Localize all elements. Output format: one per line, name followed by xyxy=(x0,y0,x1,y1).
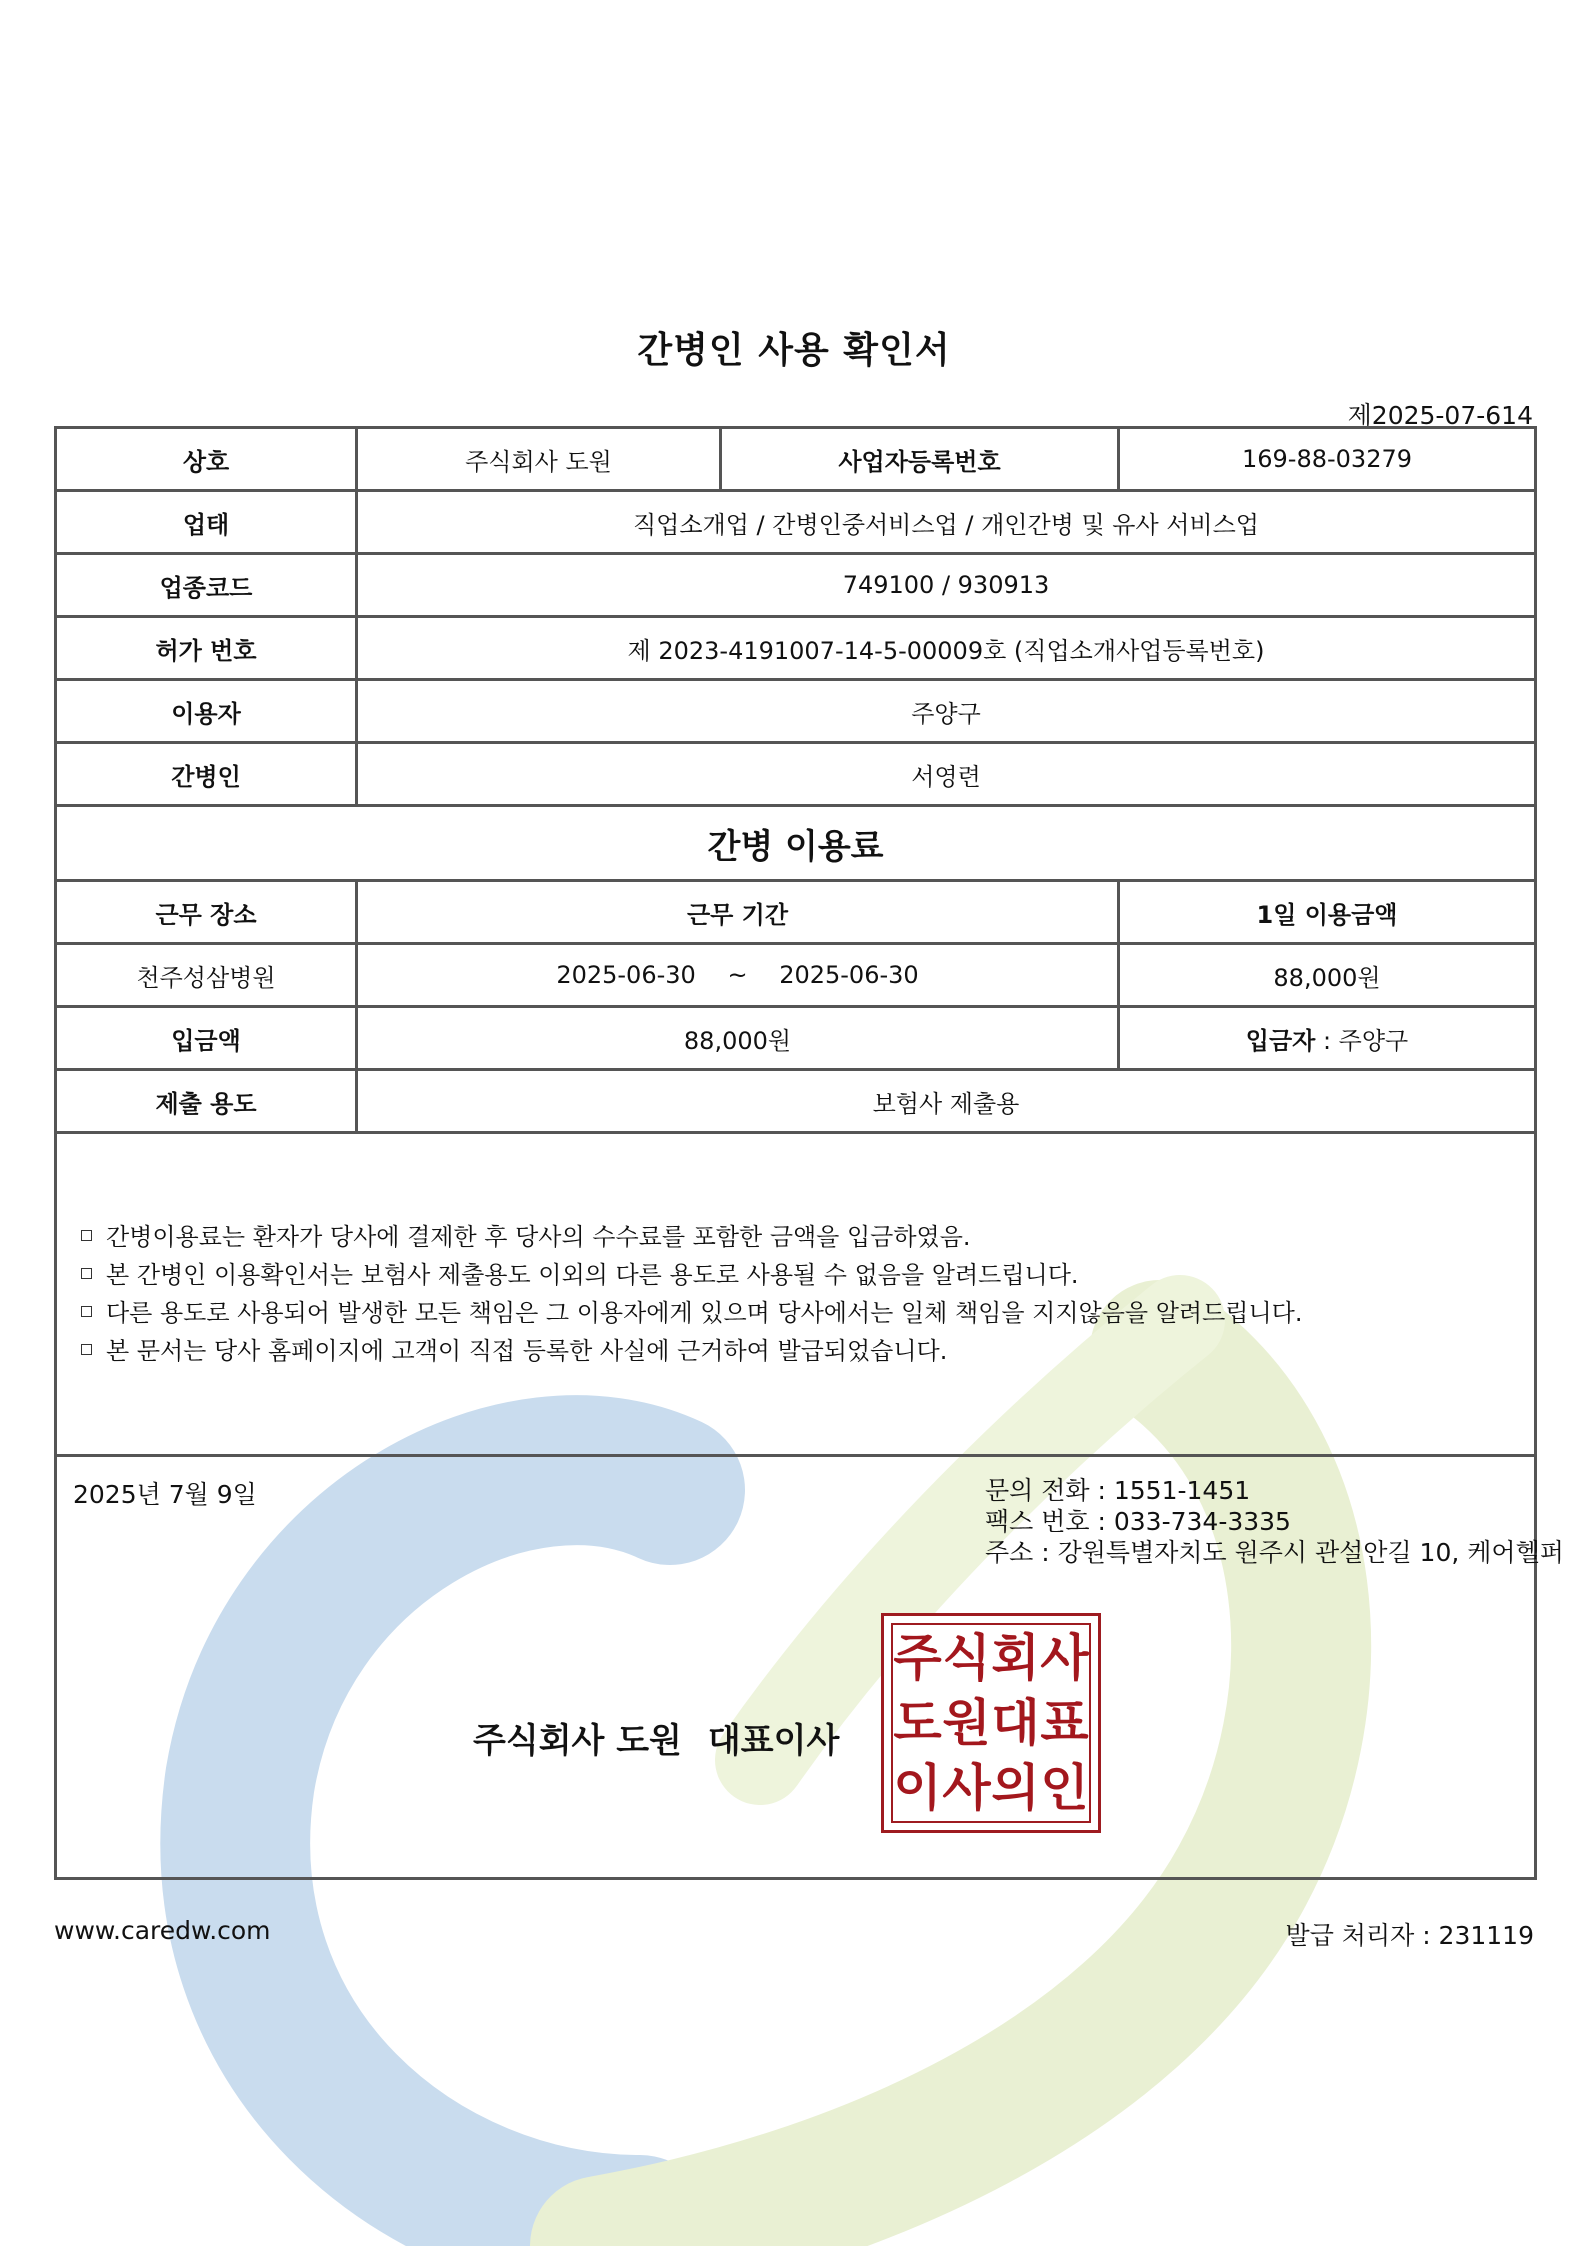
row-fee-values xyxy=(56,944,1536,1007)
signer-line xyxy=(473,1713,839,1762)
daily-amount-value: 88,000원 xyxy=(1119,944,1536,1007)
caregiver-value: 서영련 xyxy=(357,743,1536,806)
work-period-header: 근무 기간 xyxy=(357,881,1119,944)
seal-char: 대 xyxy=(991,1692,1040,1752)
note-text: 본 간병인 이용확인서는 보험사 제출용도 이외의 다른 용도로 사용될 수 없음을 알려드립니다. xyxy=(106,1261,1079,1289)
seal-char: 원 xyxy=(942,1692,991,1752)
row-company xyxy=(56,428,1536,491)
signer-company: 주식회사 도원 xyxy=(473,1721,682,1761)
user-label: 이용자 xyxy=(56,680,357,743)
phone-number: 문의 전화 : 1551-1451 xyxy=(985,1476,1251,1505)
purpose-value: 보험사 제출용 xyxy=(357,1070,1536,1133)
caregiver-label: 간병인 xyxy=(56,743,357,806)
square-bullet-icon xyxy=(81,1230,92,1241)
square-bullet-icon xyxy=(81,1306,92,1317)
note-text: 간병이용료는 환자가 당사에 결제한 후 당사의 수수료를 포함한 금액을 입금하였음. xyxy=(106,1223,971,1251)
period-start: 2025-06-30 xyxy=(556,961,696,989)
row-deposit xyxy=(56,1007,1536,1070)
company-label: 상호 xyxy=(56,428,357,491)
daily-amount-header: 1일 이용금액 xyxy=(1119,881,1536,944)
notes-cell xyxy=(56,1133,1536,1456)
row-notes xyxy=(56,1133,1536,1456)
row-caregiver xyxy=(56,743,1536,806)
depositor-label: 입금자 xyxy=(1245,1026,1316,1055)
industry-label: 업태 xyxy=(56,491,357,554)
seal-char: 식 xyxy=(942,1627,991,1687)
note-item xyxy=(81,1218,1534,1256)
company-seal xyxy=(881,1613,1101,1833)
square-bullet-icon xyxy=(81,1344,92,1355)
certificate-table xyxy=(54,426,1564,1880)
industry-code-label: 업종코드 xyxy=(56,554,357,617)
user-value: 주양구 xyxy=(357,680,1536,743)
work-location-value: 천주성삼병원 xyxy=(56,944,357,1007)
row-industry xyxy=(56,491,1536,554)
row-footer xyxy=(56,1456,1536,1879)
seal-char: 도 xyxy=(893,1692,942,1752)
seal-grid xyxy=(891,1623,1091,1823)
seal-char: 사 xyxy=(1040,1627,1089,1687)
seal-char: 표 xyxy=(1040,1692,1089,1752)
issuer-id: 발급 처리자 : 231119 xyxy=(1285,1921,1534,1950)
registration-value: 169-88-03279 xyxy=(1119,428,1536,491)
seal-char: 이 xyxy=(893,1758,942,1818)
fax-number: 팩스 번호 : 033-734-3335 xyxy=(985,1507,1291,1536)
depositor-value: 주양구 xyxy=(1338,1026,1409,1055)
license-value: 제 2023-4191007-14-5-00009호 (직업소개사업등록번호) xyxy=(357,617,1536,680)
row-user xyxy=(56,680,1536,743)
row-fee-headers xyxy=(56,881,1536,944)
period-end: 2025-06-30 xyxy=(779,961,919,989)
issue-date: 2025년 7월 9일 xyxy=(73,1480,257,1509)
seal-char: 주 xyxy=(893,1627,942,1687)
purpose-label: 제출 용도 xyxy=(56,1070,357,1133)
company-value: 주식회사 도원 xyxy=(357,428,721,491)
work-location-header: 근무 장소 xyxy=(56,881,357,944)
row-industry-code xyxy=(56,554,1536,617)
row-license xyxy=(56,617,1536,680)
note-item xyxy=(81,1332,1534,1370)
deposit-value: 88,000원 xyxy=(357,1007,1119,1070)
company-address: 주소 : 강원특별자치도 원주시 관설안길 10, 케어헬퍼 xyxy=(985,1538,1564,1567)
seal-char: 의 xyxy=(991,1758,1040,1818)
row-purpose xyxy=(56,1070,1536,1133)
deposit-label: 입금액 xyxy=(56,1007,357,1070)
industry-code-value: 749100 / 930913 xyxy=(357,554,1536,617)
fee-section-title: 간병 이용료 xyxy=(56,806,1536,881)
period-separator: ~ xyxy=(727,961,748,989)
license-label: 허가 번호 xyxy=(56,617,357,680)
seal-char: 사 xyxy=(942,1758,991,1818)
seal-char: 인 xyxy=(1040,1758,1089,1818)
depositor-separator: : xyxy=(1315,1026,1339,1055)
note-item xyxy=(81,1256,1534,1294)
note-item xyxy=(81,1294,1534,1332)
registration-label: 사업자등록번호 xyxy=(721,428,1119,491)
row-fee-section xyxy=(56,806,1536,881)
website-link[interactable]: www.caredw.com xyxy=(54,1916,271,1945)
document-title: 간병인 사용 확인서 xyxy=(637,330,951,371)
note-text: 본 문서는 당사 홈페이지에 고객이 직접 등록한 사실에 근거하여 발급되었습니다. xyxy=(106,1337,948,1365)
note-text: 다른 용도로 사용되어 발생한 모든 책임은 그 이용자에게 있으며 당사에서는 일체 책임을 지지않음을 알려드립니다. xyxy=(106,1299,1303,1327)
signer-title: 대표이사 xyxy=(707,1721,840,1761)
depositor-cell xyxy=(1119,1007,1536,1070)
contact-info xyxy=(985,1475,1564,1568)
signature-cell xyxy=(56,1456,1564,1879)
industry-value: 직업소개업 / 간병인중서비스업 / 개인간병 및 유사 서비스업 xyxy=(357,491,1536,554)
document-number: 제2025-07-614 xyxy=(1347,401,1533,430)
seal-char: 회 xyxy=(991,1627,1040,1687)
square-bullet-icon xyxy=(81,1268,92,1279)
work-period-value xyxy=(357,944,1119,1007)
